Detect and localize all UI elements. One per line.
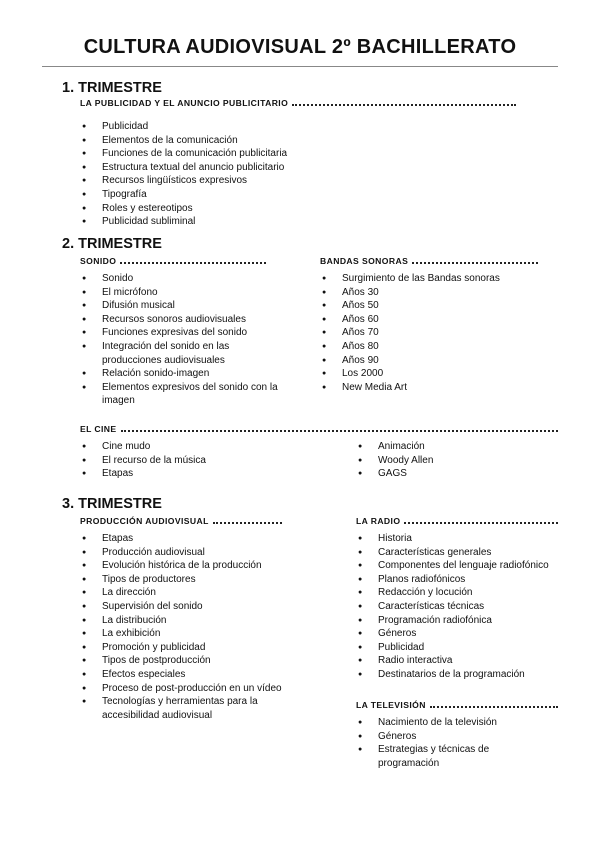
list-item: ● Tipografía xyxy=(82,188,342,202)
list-item: ● Producción audiovisual xyxy=(82,546,288,560)
list-item: ● Funciones de la comunicación publicitaria xyxy=(82,147,342,161)
list-item: ● Efectos especiales xyxy=(82,668,288,682)
produccion-list xyxy=(82,532,288,722)
list-item: ● Historia xyxy=(358,532,558,546)
list-item: ● New Media Art xyxy=(322,381,542,395)
list-item: ● Años 90 xyxy=(322,354,542,368)
list-item: ● Funciones expresivas del sonido xyxy=(82,326,286,340)
list-item: ● Animación xyxy=(358,440,548,454)
list-item: ● Sonido xyxy=(82,272,286,286)
cine-list-left xyxy=(82,440,302,481)
list-item: ● Surgimiento de las Bandas sonoras xyxy=(322,272,542,286)
bandas-sonoras-subheading xyxy=(320,256,538,266)
list-item: ● Años 60 xyxy=(322,313,542,327)
list-item: ● Supervisión del sonido xyxy=(82,600,288,614)
dotted-leader xyxy=(430,706,558,708)
list-item: ● Proceso de post-producción en un vídeo xyxy=(82,682,288,696)
list-item: ● Elementos de la comunicación xyxy=(82,134,342,148)
list-item: ● Nacimiento de la televisión xyxy=(358,716,534,730)
page-title: CULTURA AUDIOVISUAL 2º BACHILLERATO xyxy=(83,36,517,58)
list-item: ● Estrategias y técnicas de programación xyxy=(358,743,534,770)
list-item: ● Redacción y locución xyxy=(358,586,558,600)
list-item: ● Componentes del lenguaje radiofónico xyxy=(358,559,558,573)
radio-subheading xyxy=(356,516,558,526)
list-item: ● Etapas xyxy=(82,532,288,546)
publicidad-subheading-label: LA PUBLICIDAD Y EL ANUNCIO PUBLICITARIO xyxy=(80,98,289,108)
produccion-subheading-label: PRODUCCIÓN AUDIOVISUAL xyxy=(80,516,209,526)
cine-subheading xyxy=(80,424,558,434)
dotted-leader xyxy=(120,262,266,264)
list-item: ● Promoción y publicidad xyxy=(82,641,288,655)
list-item: ● Programación radiofónica xyxy=(358,614,558,628)
list-item: ● Tecnologías y herramientas para la accesibilidad audiovisual xyxy=(82,695,288,722)
list-item: ● Integración del sonido en las producciones audiovisuales xyxy=(82,340,286,367)
publicidad-list xyxy=(82,120,342,229)
dotted-leader xyxy=(213,522,282,524)
trimestre-2-heading: 2. TRIMESTRE xyxy=(62,236,162,252)
list-item: ● Tipos de postproducción xyxy=(82,654,288,668)
list-item: ● Años 80 xyxy=(322,340,542,354)
bandas-sonoras-subheading-label: BANDAS SONORAS xyxy=(320,256,409,266)
publicidad-subheading xyxy=(80,98,516,108)
list-item: ● GAGS xyxy=(358,467,548,481)
cine-subheading-label: EL CINE xyxy=(80,424,117,434)
dotted-leader xyxy=(404,522,558,524)
list-item: ● Radio interactiva xyxy=(358,654,558,668)
list-item: ● La distribución xyxy=(82,614,288,628)
list-item: ● Woody Allen xyxy=(358,454,548,468)
list-item: ● Publicidad subliminal xyxy=(82,215,342,229)
cine-list-right xyxy=(358,440,548,481)
dotted-leader xyxy=(121,430,558,432)
list-item: ● Años 30 xyxy=(322,286,542,300)
list-item: ● Géneros xyxy=(358,730,534,744)
television-subheading-label: LA TELEVISIÓN xyxy=(356,700,426,710)
sonido-list xyxy=(82,272,286,408)
list-item: ● Elementos expresivos del sonido con la imagen xyxy=(82,381,286,408)
list-item: ● Tipos de productores xyxy=(82,573,288,587)
list-item: ● Publicidad xyxy=(358,641,558,655)
list-item: ● Cine mudo xyxy=(82,440,302,454)
list-item: ● Relación sonido-imagen xyxy=(82,367,286,381)
list-item: ● Evolución histórica de la producción xyxy=(82,559,288,573)
list-item: ● Los 2000 xyxy=(322,367,542,381)
list-item: ● El micrófono xyxy=(82,286,286,300)
produccion-subheading xyxy=(80,516,282,526)
radio-list xyxy=(358,532,558,682)
list-item: ● Recursos lingüísticos expresivos xyxy=(82,174,342,188)
trimestre-3-heading: 3. TRIMESTRE xyxy=(62,496,162,512)
bandas-sonoras-list xyxy=(322,272,542,394)
list-item: ● Características generales xyxy=(358,546,558,560)
television-list xyxy=(358,716,534,770)
sonido-subheading xyxy=(80,256,266,266)
list-item: ● Estructura textual del anuncio publicitario xyxy=(82,161,342,175)
list-item: ● Años 70 xyxy=(322,326,542,340)
list-item: ● Roles y estereotipos xyxy=(82,202,342,216)
list-item: ● La dirección xyxy=(82,586,288,600)
list-item: ● Destinatarios de la programación xyxy=(358,668,558,682)
list-item: ● El recurso de la música xyxy=(82,454,302,468)
dotted-leader xyxy=(412,262,538,264)
sonido-subheading-label: SONIDO xyxy=(80,256,117,266)
list-item: ● Etapas xyxy=(82,467,302,481)
list-item: ● Recursos sonoros audiovisuales xyxy=(82,313,286,327)
list-item: ● Géneros xyxy=(358,627,558,641)
dotted-leader xyxy=(292,104,516,106)
list-item: ● Características técnicas xyxy=(358,600,558,614)
list-item: ● Publicidad xyxy=(82,120,342,134)
list-item: ● Planos radiofónicos xyxy=(358,573,558,587)
trimestre-1-heading: 1. TRIMESTRE xyxy=(62,80,162,96)
radio-subheading-label: LA RADIO xyxy=(356,516,401,526)
list-item: ● La exhibición xyxy=(82,627,288,641)
title-divider xyxy=(42,66,558,67)
list-item: ● Difusión musical xyxy=(82,299,286,313)
list-item: ● Años 50 xyxy=(322,299,542,313)
television-subheading xyxy=(356,700,558,710)
